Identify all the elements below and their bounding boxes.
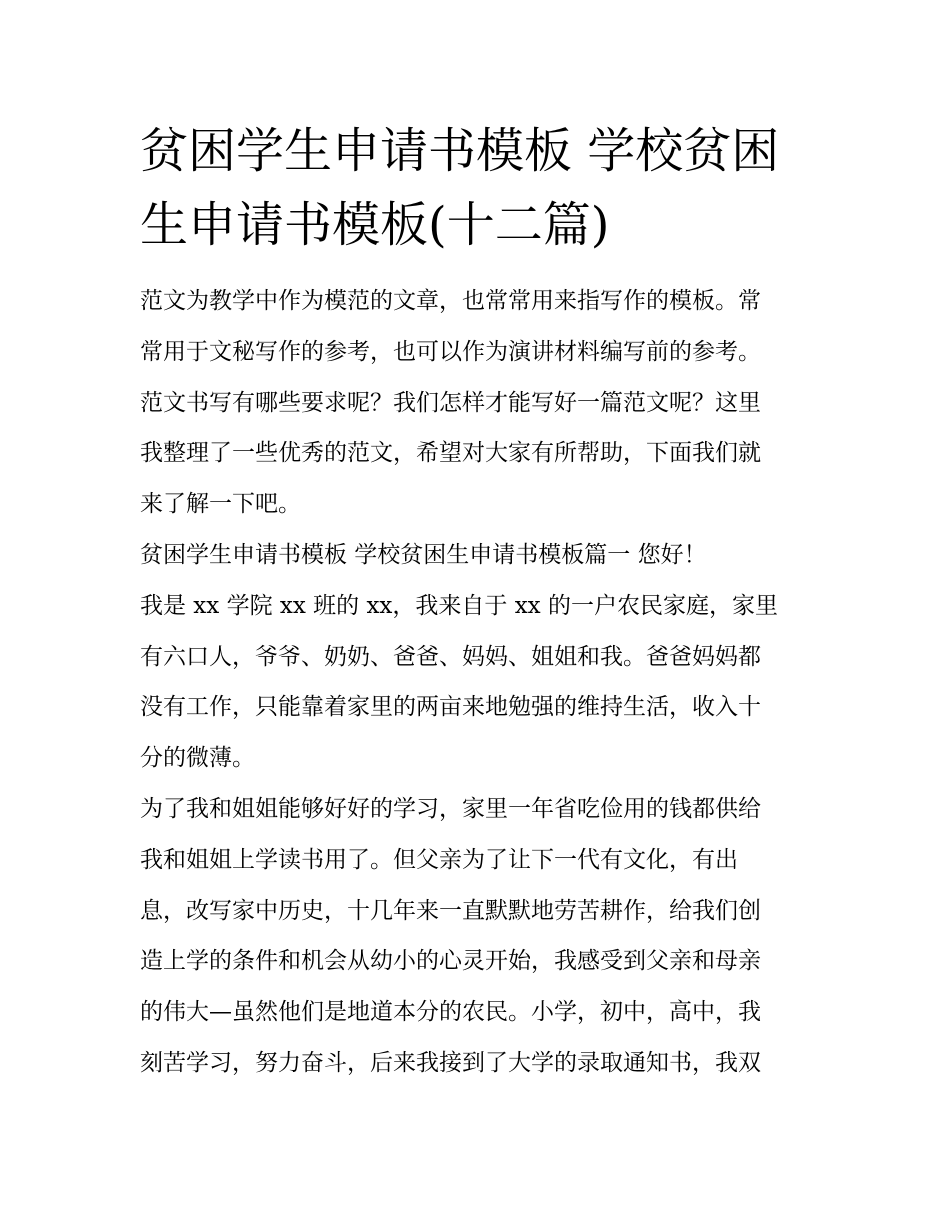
body-line: 为了我和姐姐能够好好的学习，家里一年省吃俭用的钱都供给 <box>140 795 761 822</box>
body-line: 有六口人，爷爷、奶奶、爸爸、妈妈、姐姐和我。爸爸妈妈都 <box>140 643 761 670</box>
title-line: 贫困学生申请书模板 学校贫困 <box>140 123 780 179</box>
title-line: 生申请书模板(十二篇) <box>140 197 610 253</box>
body-line: 来了解一下吧。 <box>140 491 301 518</box>
document-title <box>140 114 820 262</box>
body-line: 刻苦学习，努力奋斗，后来我接到了大学的录取通知书，我双 <box>140 1049 761 1076</box>
body-line: 分的微薄。 <box>140 745 255 772</box>
body-line: 的伟大—虽然他们是地道本分的农民。小学，初中，高中，我 <box>140 999 761 1026</box>
document-body <box>140 276 830 1089</box>
section-heading: 贫困学生申请书模板 学校贫困生申请书模板篇一 您好！ <box>140 541 707 568</box>
body-line: 没有工作，只能靠着家里的两亩来地勉强的维持生活，收入十 <box>140 694 761 721</box>
body-line: 我和姐姐上学读书用了。但父亲为了让下一代有文化，有出 <box>140 846 738 873</box>
body-line: 我是 xx 学院 xx 班的 xx，我来自于 xx 的一户农民家庭，家里 <box>140 592 778 619</box>
body-line: 范文为教学中作为模范的文章，也常常用来指写作的模板。常 <box>140 288 761 314</box>
body-line: 常用于文秘写作的参考，也可以作为演讲材料编写前的参考。 <box>140 338 761 365</box>
body-line: 息，改写家中历史，十几年来一直默默地劳苦耕作，给我们创 <box>140 897 761 924</box>
body-line: 我整理了一些优秀的范文，希望对大家有所帮助，下面我们就 <box>140 440 761 467</box>
body-line: 范文书写有哪些要求呢？我们怎样才能写好一篇范文呢？这里 <box>140 389 761 416</box>
body-line: 造上学的条件和机会从幼小的心灵开始，我感受到父亲和母亲 <box>140 948 761 975</box>
